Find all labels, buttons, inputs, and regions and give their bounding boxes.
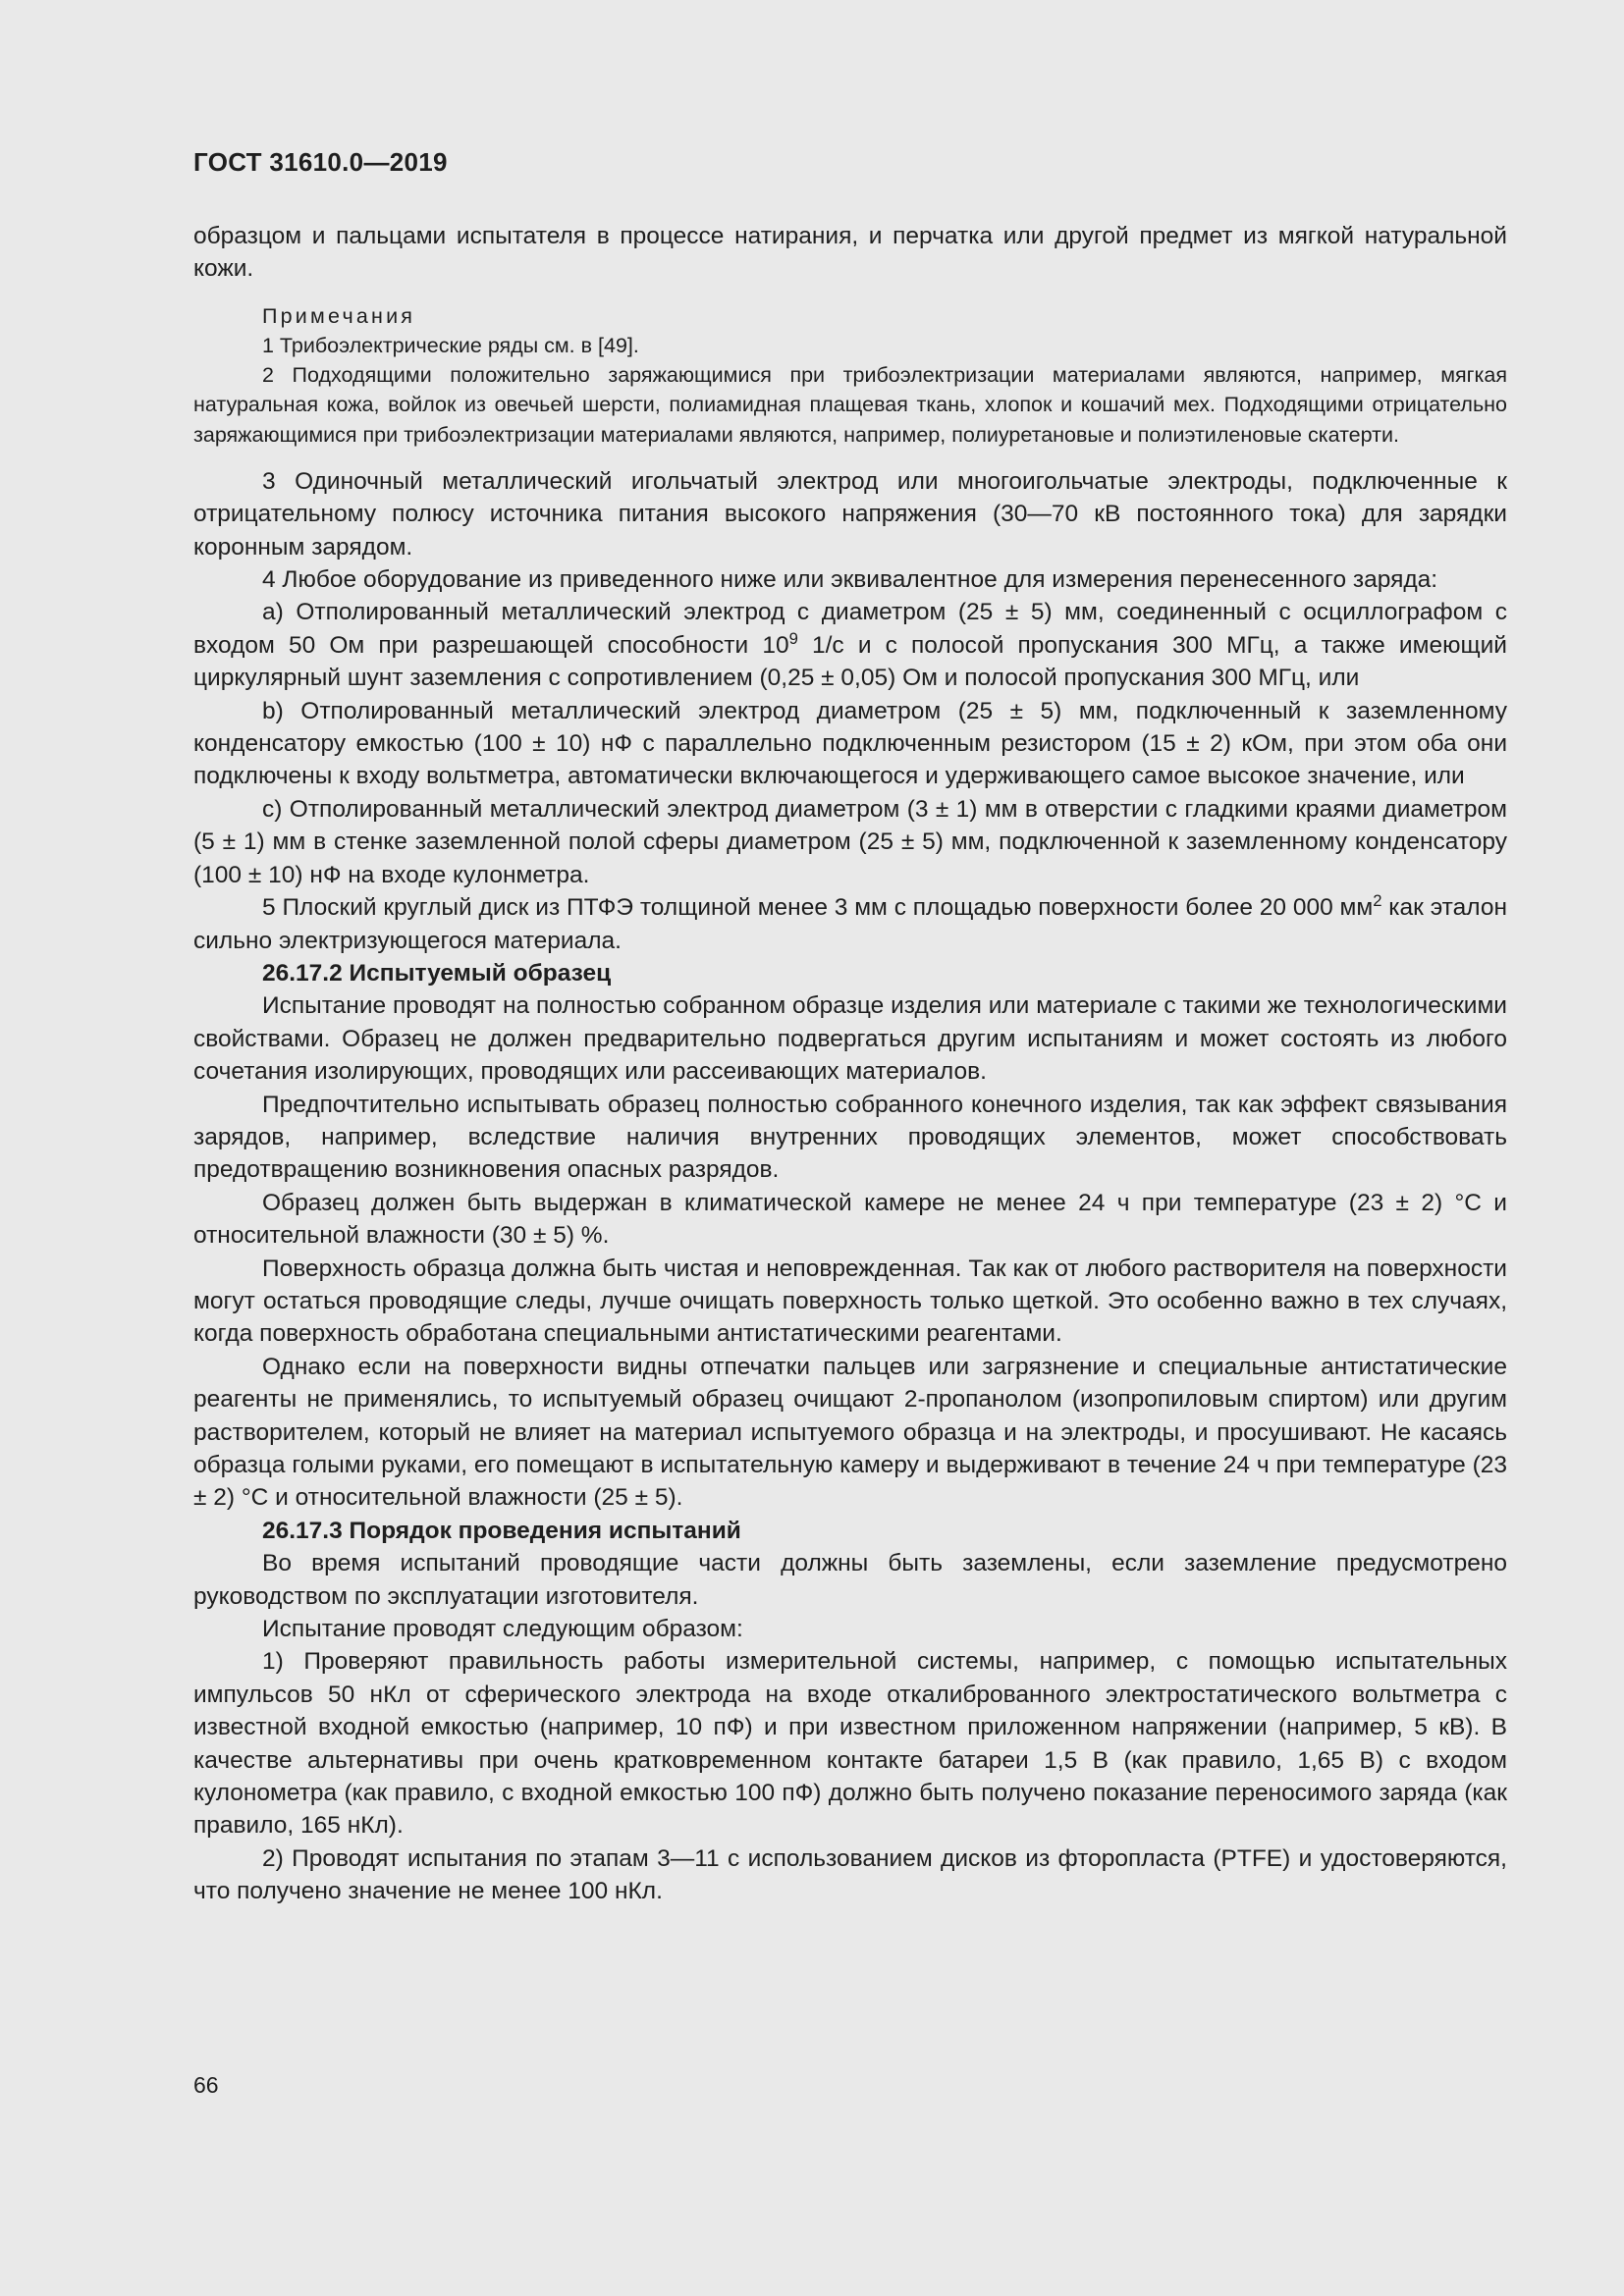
item-4: 4 Любое оборудование из приведенного ниже или эквивалентное для измерения перенесенного заряда: [262, 566, 1438, 594]
notes-block [193, 301, 1507, 450]
item-5-text-1: 5 Плоский круглый диск из ПТФЭ толщиной менее 3 мм с площадью поверхности более 20 000 мм [262, 894, 1374, 922]
section-2-paragraph: Однако если на поверхности видны отпечатки пальцев или загрязнение и специальные антистатические реагенты не применялись, то испытуемый образец очищают 2-пропанолом (изопропиловым спиртом) или другим растворителем, который не влияет на материал испытуемого образца и на электроды, и просушивают. Не касаясь образца голыми руками, его помещают в испытательную камеру и выдерживают в течение 24 ч при температуре (23 ± 2) °С и относительной влажности (25 ± 5). [193, 1353, 1507, 1512]
item-5-text-2: как эталон сильно электризующегося материала. [193, 894, 1507, 954]
intro-paragraph: образцом и пальцами испытателя в процессе натирания, и перчатка или другой предмет из мягкой натуральной кожи. [193, 223, 1507, 283]
item-5-exponent: 2 [1373, 890, 1382, 910]
item-3: 3 Одиночный металлический игольчатый электрод или многоигольчатые электроды, подключенные к отрицательному полюсу источника питания высокого напряжения (30—70 кВ постоянного тока) для зарядки коронным зарядом. [193, 467, 1507, 561]
note-1: 1 Трибоэлектрические ряды см. в [49]. [262, 334, 639, 358]
note-2: 2 Подходящими положительно заряжающимися при трибоэлектризации материалами являются, например, мягкая натуральная кожа, войлок из овечьей шерсти, полиамидная плащевая ткань, хлопок и кошачий мех. Подходящими отрицательно заряжающимися при трибоэлектризации материалами являются, например, полиуретановые и полиэтиленовые скатерти. [193, 363, 1507, 447]
item-4a-text-1: а) Отполированный металлический электрод с диаметром (25 ± 5) мм, соединенный с осциллографом с входом 50 Ом при разрешающей способности 10 [193, 599, 1507, 659]
notes-title: Примечания [262, 303, 416, 328]
section-3-paragraph: Испытание проводят следующим образом: [262, 1616, 743, 1643]
item-4c: с) Отполированный металлический электрод диаметром (3 ± 1) мм в отверстии с гладкими краями диаметром (5 ± 1) мм в стенке заземленной полой сферы диаметром (25 ± 5) мм, подключенной к заземленному конденсатору (100 ± 10) нФ на входе кулонметра. [193, 795, 1507, 888]
section-heading-26-17-2: 26.17.2 Испытуемый образец [262, 959, 612, 987]
page-number: 66 [193, 2072, 219, 2098]
section-2-paragraph: Предпочтительно испытывать образец полностью собранного конечного изделия, так как эффект связывания зарядов, например, вследствие наличия внутренних проводящих элементов, может способствовать предотвращению возникновения опасных разрядов. [193, 1091, 1507, 1184]
item-4a-text-2: 1/с и с полосой пропускания 300 МГц, а также имеющий циркулярный шунт заземления с сопротивлением (0,25 ± 0,05) Ом и полосой пропускания 300 МГц, или [193, 631, 1507, 692]
section-3-paragraph: 2) Проводят испытания по этапам 3—11 с использованием дисков из фторопласта (PTFE) и удостоверяются, что получено значение не менее 100 нКл. [193, 1844, 1507, 1905]
item-4a [193, 596, 1507, 694]
item-5 [193, 891, 1507, 957]
section-2-paragraph: Поверхность образца должна быть чистая и неповрежденная. Так как от любого растворителя на поверхности могут остаться проводящие следы, лучше очищать поверхность только щеткой. Это особенно важно в тех случаях, когда поверхность обработана специальными антистатическими реагентами. [193, 1255, 1507, 1348]
section-2-paragraph: Образец должен быть выдержан в климатической камере не менее 24 ч при температуре (23 ± 2) °С и относительной влажности (30 ± 5) %. [193, 1189, 1507, 1250]
item-4b: b) Отполированный металлический электрод диаметром (25 ± 5) мм, подключенный к заземленному конденсатору емкостью (100 ± 10) нФ с параллельно подключенным резистором (15 ± 2) кОм, при этом оба они подключены к входу вольтметра, автоматически включающегося и удерживающего самое высокое значение, или [193, 697, 1507, 790]
section-3-paragraph: 1) Проверяют правильность работы измерительной системы, например, с помощью испытательных импульсов 50 нКл от сферического электрода на входе откалиброванного электростатического вольтметра с известной входной емкостью (например, 10 пФ) и при известном приложенном напряжении (например, 5 кВ). В качестве альтернативы при очень кратковременном контакте батареи 1,5 В (как правило, 1,65 В) с входом кулонометра (как правило, с входной емкостью 100 пФ) должно быть получено показание переносимого заряда (как правило, 165 нКл). [193, 1648, 1507, 1840]
document-body [193, 220, 1507, 1908]
section-2-paragraph: Испытание проводят на полностью собранном образце изделия или материале с такими же технологическими свойствами. Образец не должен предварительно подвергаться другим испытаниям и может состоять из любого сочетания изолирующих, проводящих или рассеивающих материалов. [193, 992, 1507, 1086]
item-4a-exponent: 9 [788, 628, 798, 648]
section-heading-26-17-3: 26.17.3 Порядок проведения испытаний [262, 1517, 741, 1544]
document-header: ГОСТ 31610.0—2019 [193, 147, 448, 177]
section-3-paragraph: Во время испытаний проводящие части должны быть заземлены, если заземление предусмотрено руководством по эксплуатации изготовителя. [193, 1550, 1507, 1610]
